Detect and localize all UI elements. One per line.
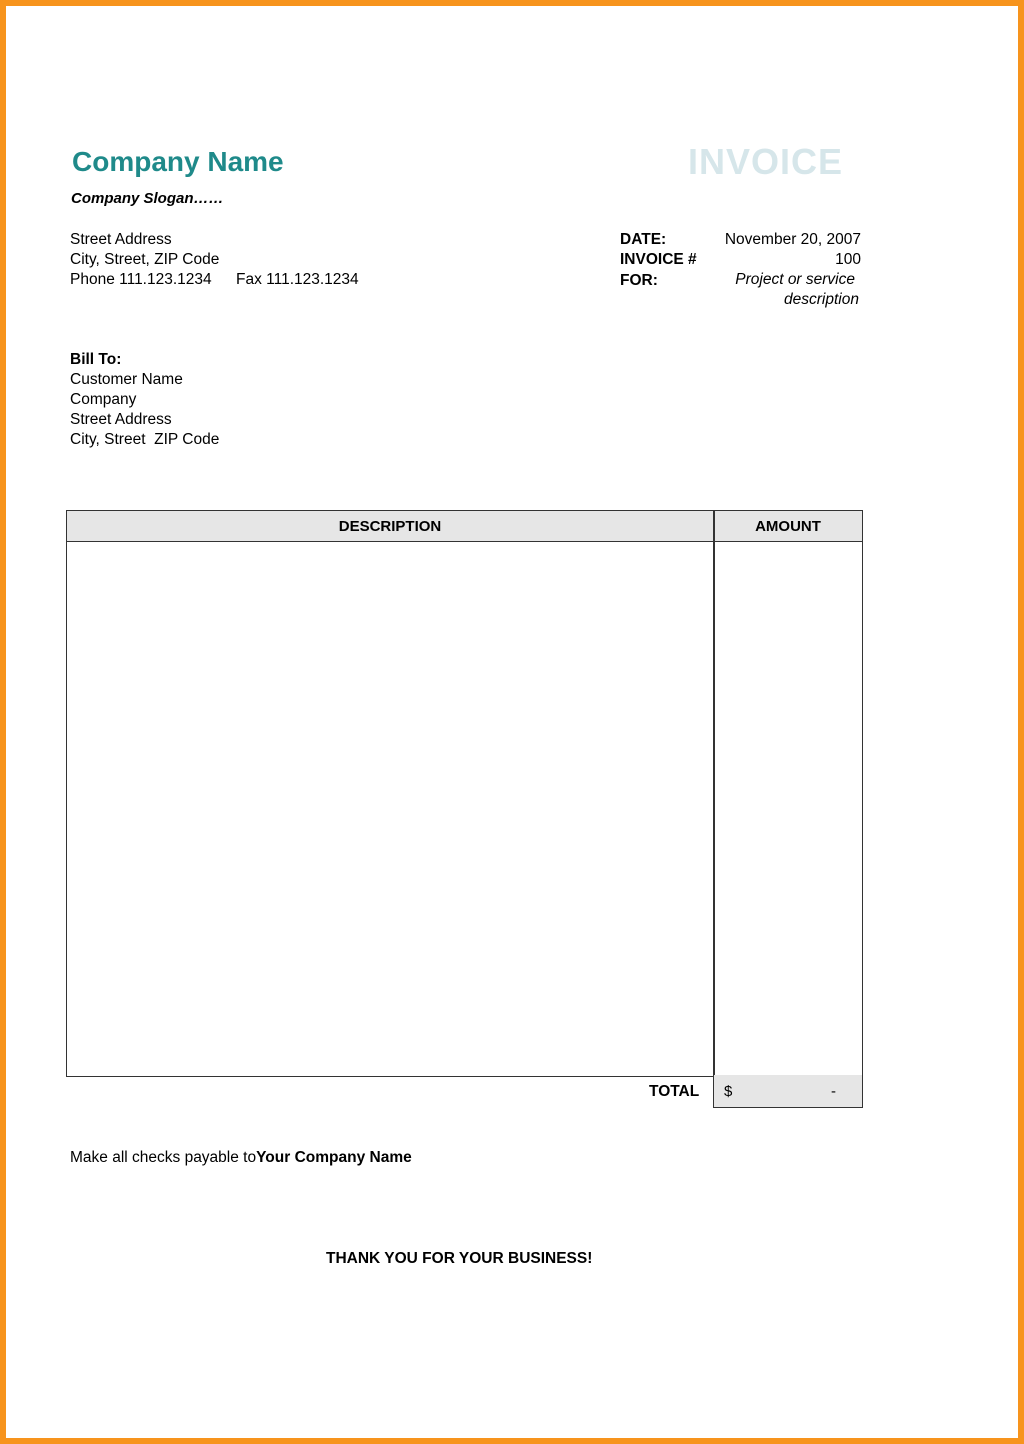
sender-street: Street Address	[70, 231, 172, 248]
amount-column-header: AMOUNT	[755, 518, 821, 535]
date-label: DATE:	[620, 231, 667, 248]
checks-payable-prefix: Make all checks payable to	[70, 1149, 257, 1166]
invoice-number-label: INVOICE #	[620, 251, 697, 268]
total-label: TOTAL	[649, 1083, 700, 1100]
column-divider	[713, 511, 715, 1076]
line-items-table	[66, 510, 863, 1077]
bill-to-city: City, Street ZIP Code	[70, 431, 220, 448]
company-slogan: Company Slogan……	[71, 190, 224, 207]
for-value-line2: description	[784, 291, 859, 308]
invoice-title: INVOICE	[688, 141, 844, 182]
bill-to-company: Company	[70, 391, 137, 408]
bill-to-label: Bill To:	[70, 351, 122, 368]
checks-payable-company: Your Company Name	[256, 1149, 412, 1166]
sender-city: City, Street, ZIP Code	[70, 251, 220, 268]
sender-fax: Fax 111.123.1234	[236, 271, 359, 288]
date-value: November 20, 2007	[724, 231, 861, 248]
total-currency: $	[724, 1083, 733, 1100]
bill-to-street: Street Address	[70, 411, 172, 428]
invoice-number-value: 100	[835, 251, 861, 268]
for-value-line1: Project or service	[735, 271, 855, 288]
total-value: -	[831, 1083, 836, 1100]
for-label: FOR:	[620, 272, 658, 289]
checks-payable-note	[70, 1149, 412, 1167]
description-column-header: DESCRIPTION	[338, 518, 442, 535]
thank-you-message: THANK YOU FOR YOUR BUSINESS!	[326, 1250, 593, 1267]
company-name: Company Name	[72, 146, 284, 177]
bill-to-customer: Customer Name	[70, 371, 183, 388]
sender-phone: Phone 111.123.1234	[70, 271, 212, 288]
total-amount-cell	[713, 1075, 863, 1108]
